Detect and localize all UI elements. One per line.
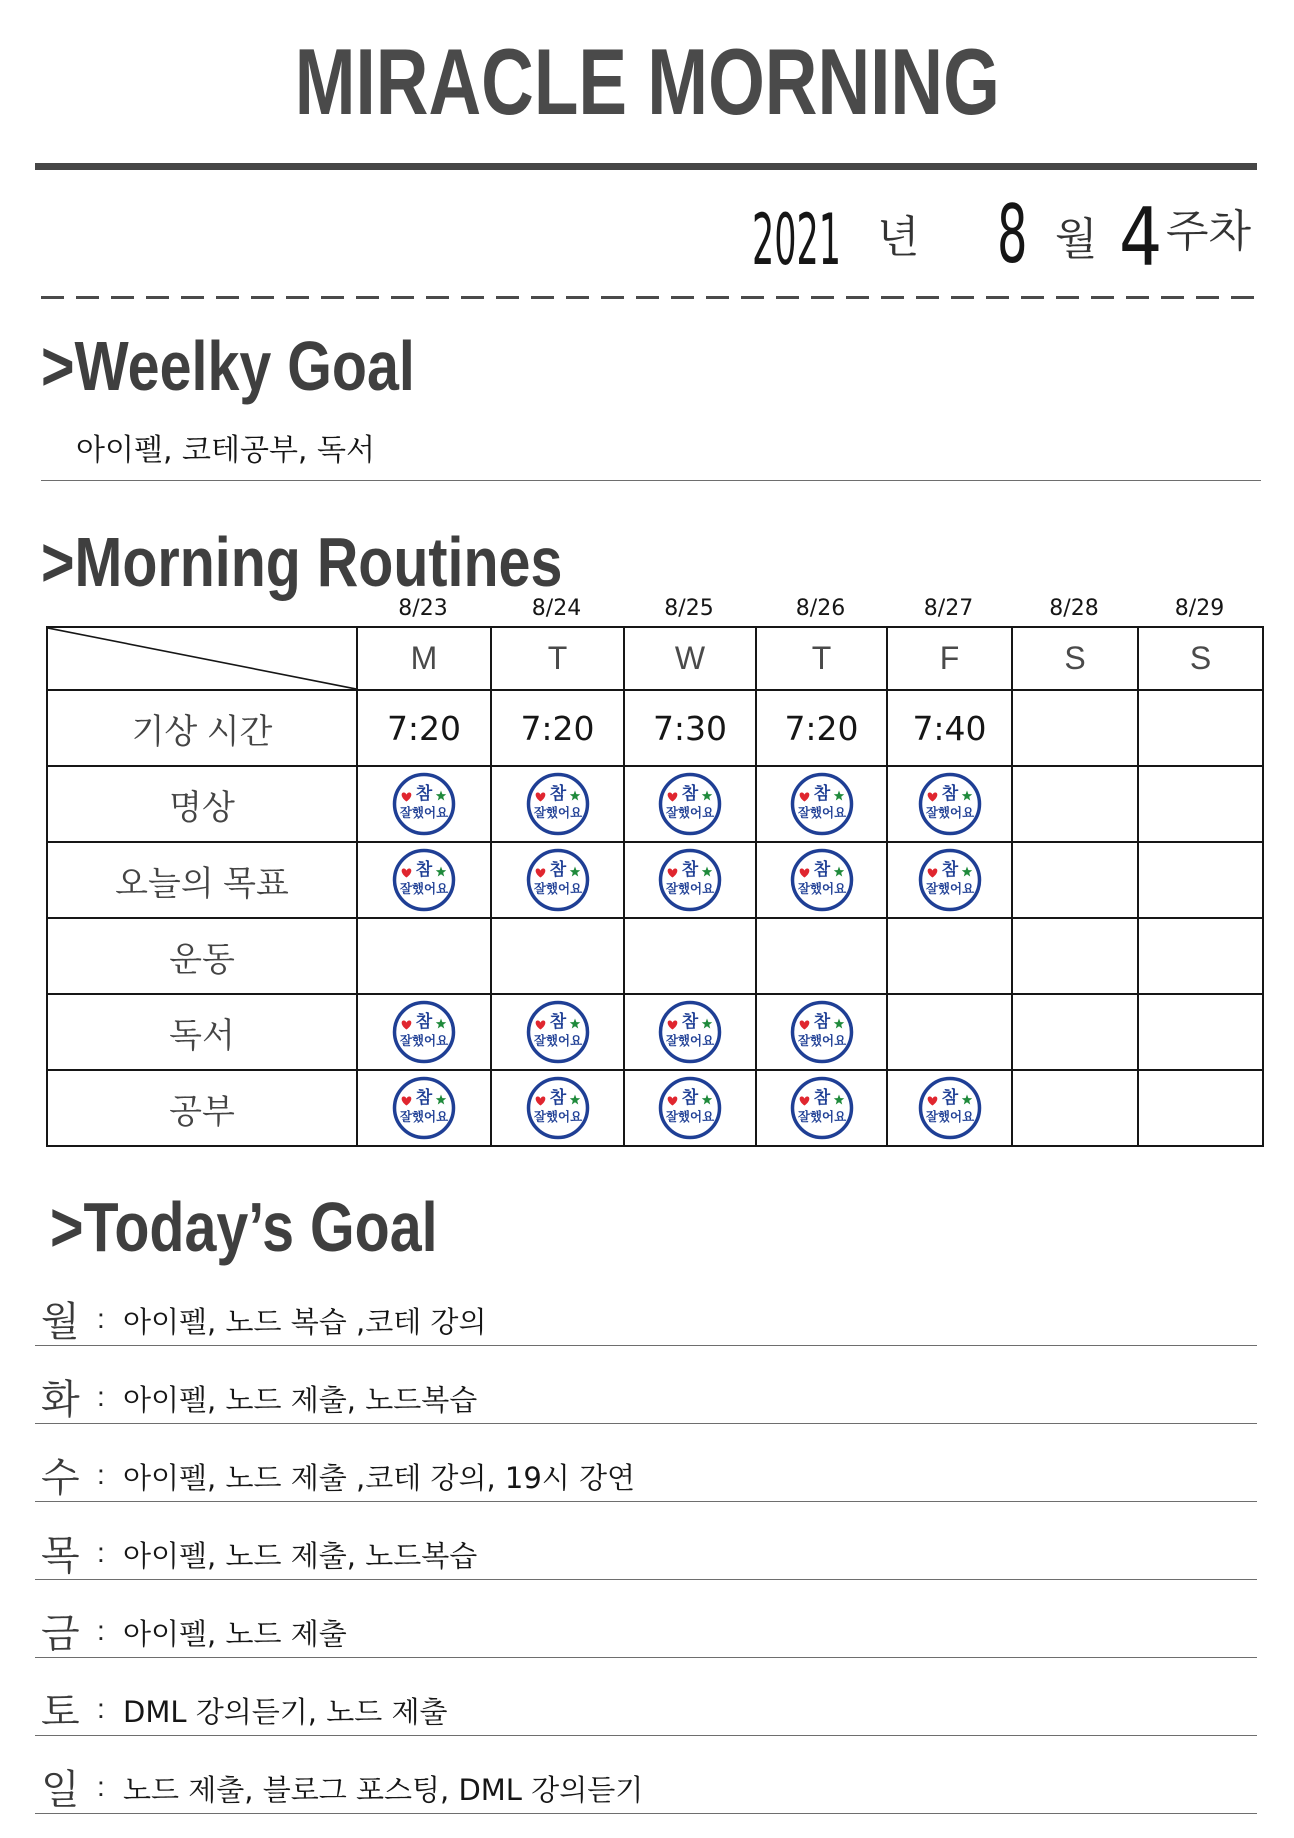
praise-stamp [918, 772, 982, 836]
goal-day-label: 토 [41, 1690, 80, 1734]
praise-stamp [918, 848, 982, 912]
habit-cell-fri [887, 1070, 1012, 1146]
weekly-goal-heading-text: >Weelky Goal [41, 327, 415, 405]
month-label: 월 [1055, 215, 1098, 264]
stamp-top-text: 참 [681, 860, 699, 880]
habit-cell-thu [756, 994, 887, 1070]
habit-row [47, 766, 1263, 842]
habit-cell-tue [491, 766, 624, 842]
habit-row [47, 918, 1263, 994]
week-value: 4 [1119, 191, 1163, 284]
habit-cell-mon [357, 842, 491, 918]
goal-row-wed [35, 1424, 1257, 1502]
stamp-top-text: 참 [813, 784, 830, 804]
habit-cell-tue [491, 994, 624, 1070]
habit-cell-wed [624, 994, 756, 1070]
morning-routines-heading-text: >Morning Routines [41, 523, 563, 601]
habit-row [47, 1070, 1263, 1146]
date-label-wed: 8/25 [664, 596, 714, 621]
goal-separator: : [97, 1381, 105, 1412]
wake-time-cell-fri [887, 690, 1012, 766]
praise-stamp [790, 848, 854, 912]
habit-cell-sun [1138, 1070, 1263, 1146]
date-label-fri: 8/27 [923, 596, 974, 621]
todays-goal-heading-text: >Today’s Goal [50, 1188, 438, 1266]
table-header-row [47, 627, 1263, 690]
goal-separator: : [97, 1771, 105, 1802]
habit-cell-mon [357, 994, 491, 1070]
habit-cell-mon [357, 1070, 491, 1146]
goal-day-label: 수 [41, 1456, 80, 1500]
goal-text: 아이펠, 노드 제출 [123, 1617, 347, 1651]
habit-cell-tue [491, 918, 624, 994]
todays-goal-list [35, 1268, 1257, 1814]
stamp-top-text: 참 [415, 860, 433, 880]
stamp-bottom-text: 잘했어요 [665, 1033, 715, 1048]
goal-separator: : [97, 1303, 105, 1334]
habit-cell-sat [1012, 918, 1138, 994]
date-label-spacer [46, 594, 356, 624]
stamp-top-text: 참 [549, 860, 566, 880]
goal-text: 아이펠, 노드 제출, 노드복습 [123, 1383, 478, 1417]
stamp-bottom-text: 잘했어요 [399, 805, 449, 820]
goal-day-label: 월 [41, 1300, 80, 1344]
goal-separator: : [97, 1615, 105, 1646]
goal-row-fri [35, 1580, 1257, 1658]
stamp-bottom-text: 잘했어요 [797, 805, 846, 820]
stamp-bottom-text: 잘했어요 [797, 881, 846, 896]
stamp-bottom-text: 잘했어요 [533, 1109, 582, 1124]
habit-cell-fri [887, 766, 1012, 842]
goal-row-sun [35, 1736, 1257, 1814]
goal-text: 아이펠, 노드 제출 ,코테 강의, 19시 강연 [123, 1461, 636, 1495]
stamp-bottom-text: 잘했어요 [797, 1033, 846, 1048]
day-header-wed: W [624, 627, 756, 690]
stamp-bottom-text: 잘했어요 [399, 1033, 449, 1048]
stamp-top-text: 참 [681, 1088, 699, 1108]
habit-cell-tue [491, 1070, 624, 1146]
praise-stamp [658, 772, 722, 836]
stamp-top-text: 참 [681, 784, 699, 804]
habit-label: 명상 [47, 766, 357, 842]
wake-time-value: 7:20 [784, 708, 859, 748]
day-header-sun: S [1138, 627, 1263, 690]
habit-cell-sat [1012, 1070, 1138, 1146]
routine-date-labels [46, 594, 1262, 624]
stamp-top-text: 참 [941, 1088, 958, 1108]
stamp-top-text: 참 [549, 784, 566, 804]
praise-stamp [658, 1000, 722, 1064]
praise-stamp [526, 1000, 590, 1064]
habit-cell-sun [1138, 994, 1263, 1070]
stamp-top-text: 참 [813, 860, 830, 880]
date-label-tue: 8/24 [531, 596, 582, 621]
goal-day-label: 일 [41, 1768, 80, 1812]
day-header-fri: F [887, 627, 1012, 690]
stamp-top-text: 참 [941, 784, 958, 804]
praise-stamp [918, 1076, 982, 1140]
praise-stamp [392, 772, 456, 836]
stamp-bottom-text: 잘했어요 [399, 881, 449, 896]
praise-stamp [526, 772, 590, 836]
corner-diagonal-line [48, 628, 356, 689]
dashed-divider [41, 296, 1257, 299]
praise-stamp [790, 1000, 854, 1064]
stamp-top-text: 참 [813, 1088, 830, 1108]
habit-cell-fri [887, 994, 1012, 1070]
habit-cell-sun [1138, 842, 1263, 918]
weekly-goal-text: 아이펠, 코테공부, 독서 [76, 433, 375, 468]
habit-cell-fri [887, 918, 1012, 994]
habit-cell-sat [1012, 994, 1138, 1070]
wake-time-label: 기상 시간 [47, 690, 357, 766]
routine-table [46, 626, 1264, 1147]
stamp-bottom-text: 잘했어요 [399, 1109, 449, 1124]
wake-time-value: 7:20 [386, 708, 462, 748]
wake-time-value: 7:30 [652, 708, 728, 748]
habit-row [47, 994, 1263, 1070]
wake-time-cell-mon [357, 690, 491, 766]
goal-row-thu [35, 1502, 1257, 1580]
date-label-sun: 8/29 [1174, 596, 1225, 621]
stamp-bottom-text: 잘했어요 [925, 805, 974, 820]
habit-label: 공부 [47, 1070, 357, 1146]
day-header-thu: T [756, 627, 887, 690]
stamp-top-text: 참 [813, 1012, 830, 1032]
praise-stamp [658, 848, 722, 912]
goal-row-tue [35, 1346, 1257, 1424]
todays-goal-heading [50, 1188, 523, 1266]
date-label-sat: 8/28 [1049, 596, 1099, 621]
goal-day-label: 금 [41, 1612, 80, 1656]
stamp-bottom-text: 잘했어요 [665, 881, 715, 896]
wake-time-cell-sat [1012, 690, 1138, 766]
year-value: 2021 [752, 199, 842, 281]
stamp-bottom-text: 잘했어요 [665, 1109, 715, 1124]
habit-cell-tue [491, 842, 624, 918]
praise-stamp [658, 1076, 722, 1140]
habit-cell-sat [1012, 766, 1138, 842]
day-header-tue: T [491, 627, 624, 690]
wake-time-cell-wed [624, 690, 756, 766]
weekly-goal-underline [41, 480, 1261, 481]
habit-cell-fri [887, 842, 1012, 918]
habit-cell-mon [357, 766, 491, 842]
year-label: 년 [877, 213, 920, 262]
stamp-top-text: 참 [415, 784, 433, 804]
stamp-bottom-text: 잘했어요 [533, 1033, 582, 1048]
praise-stamp [790, 772, 854, 836]
title-divider [35, 163, 1257, 170]
goal-day-label: 목 [41, 1534, 80, 1578]
wake-time-cell-sun [1138, 690, 1263, 766]
page-title-text: MIRACLE MORNING [294, 29, 1000, 134]
morning-routines-heading [41, 523, 677, 601]
habit-cell-thu [756, 1070, 887, 1146]
habit-row [47, 842, 1263, 918]
wake-time-value: 7:40 [912, 708, 987, 748]
goal-text: 노드 제출, 블로그 포스팅, DML 강의듣기 [123, 1773, 644, 1807]
habit-cell-thu [756, 766, 887, 842]
habit-cell-mon [357, 918, 491, 994]
stamp-top-text: 참 [549, 1012, 566, 1032]
week-date-line [0, 188, 1294, 284]
stamp-bottom-text: 잘했어요 [797, 1109, 846, 1124]
day-header-mon: M [357, 627, 491, 690]
wake-time-cell-tue [491, 690, 624, 766]
habit-label: 독서 [47, 994, 357, 1070]
praise-stamp [392, 848, 456, 912]
stamp-top-text: 참 [549, 1088, 566, 1108]
month-value: 8 [997, 188, 1028, 281]
habit-cell-wed [624, 918, 756, 994]
praise-stamp [392, 1076, 456, 1140]
goal-row-mon [35, 1268, 1257, 1346]
habit-cell-wed [624, 842, 756, 918]
habit-cell-wed [624, 766, 756, 842]
habit-cell-sat [1012, 842, 1138, 918]
goal-text: 아이펠, 노드 복습 ,코테 강의 [123, 1305, 487, 1339]
praise-stamp [392, 1000, 456, 1064]
day-header-sat: S [1012, 627, 1138, 690]
stamp-bottom-text: 잘했어요 [533, 881, 582, 896]
stamp-bottom-text: 잘했어요 [925, 881, 974, 896]
habit-cell-wed [624, 1070, 756, 1146]
habit-cell-thu [756, 918, 887, 994]
date-label-mon: 8/23 [398, 596, 448, 621]
stamp-bottom-text: 잘했어요 [925, 1109, 974, 1124]
wake-time-value: 7:20 [520, 708, 595, 748]
praise-stamp [526, 1076, 590, 1140]
stamp-top-text: 참 [681, 1012, 699, 1032]
page-title [0, 29, 1294, 134]
habit-cell-sun [1138, 918, 1263, 994]
goal-separator: : [97, 1459, 105, 1490]
praise-stamp [526, 848, 590, 912]
wake-time-row [47, 690, 1263, 766]
habit-cell-sun [1138, 766, 1263, 842]
week-label: 주차 [1166, 207, 1252, 256]
stamp-top-text: 참 [415, 1088, 433, 1108]
habit-label: 오늘의 목표 [47, 842, 357, 918]
goal-text: DML 강의듣기, 노드 제출 [123, 1695, 448, 1729]
date-label-thu: 8/26 [795, 596, 846, 621]
weekly-goal-heading [41, 327, 497, 405]
habit-label: 운동 [47, 918, 357, 994]
wake-time-cell-thu [756, 690, 887, 766]
stamp-bottom-text: 잘했어요 [665, 805, 715, 820]
praise-stamp [790, 1076, 854, 1140]
goal-day-label: 화 [41, 1378, 80, 1422]
header-corner-cell [47, 627, 357, 690]
stamp-top-text: 참 [941, 860, 958, 880]
habit-cell-thu [756, 842, 887, 918]
goal-text: 아이펠, 노드 제출, 노드복습 [123, 1539, 478, 1573]
goal-separator: : [97, 1537, 105, 1568]
goal-row-sat [35, 1658, 1257, 1736]
stamp-top-text: 참 [415, 1012, 433, 1032]
stamp-bottom-text: 잘했어요 [533, 805, 582, 820]
goal-separator: : [97, 1693, 105, 1724]
